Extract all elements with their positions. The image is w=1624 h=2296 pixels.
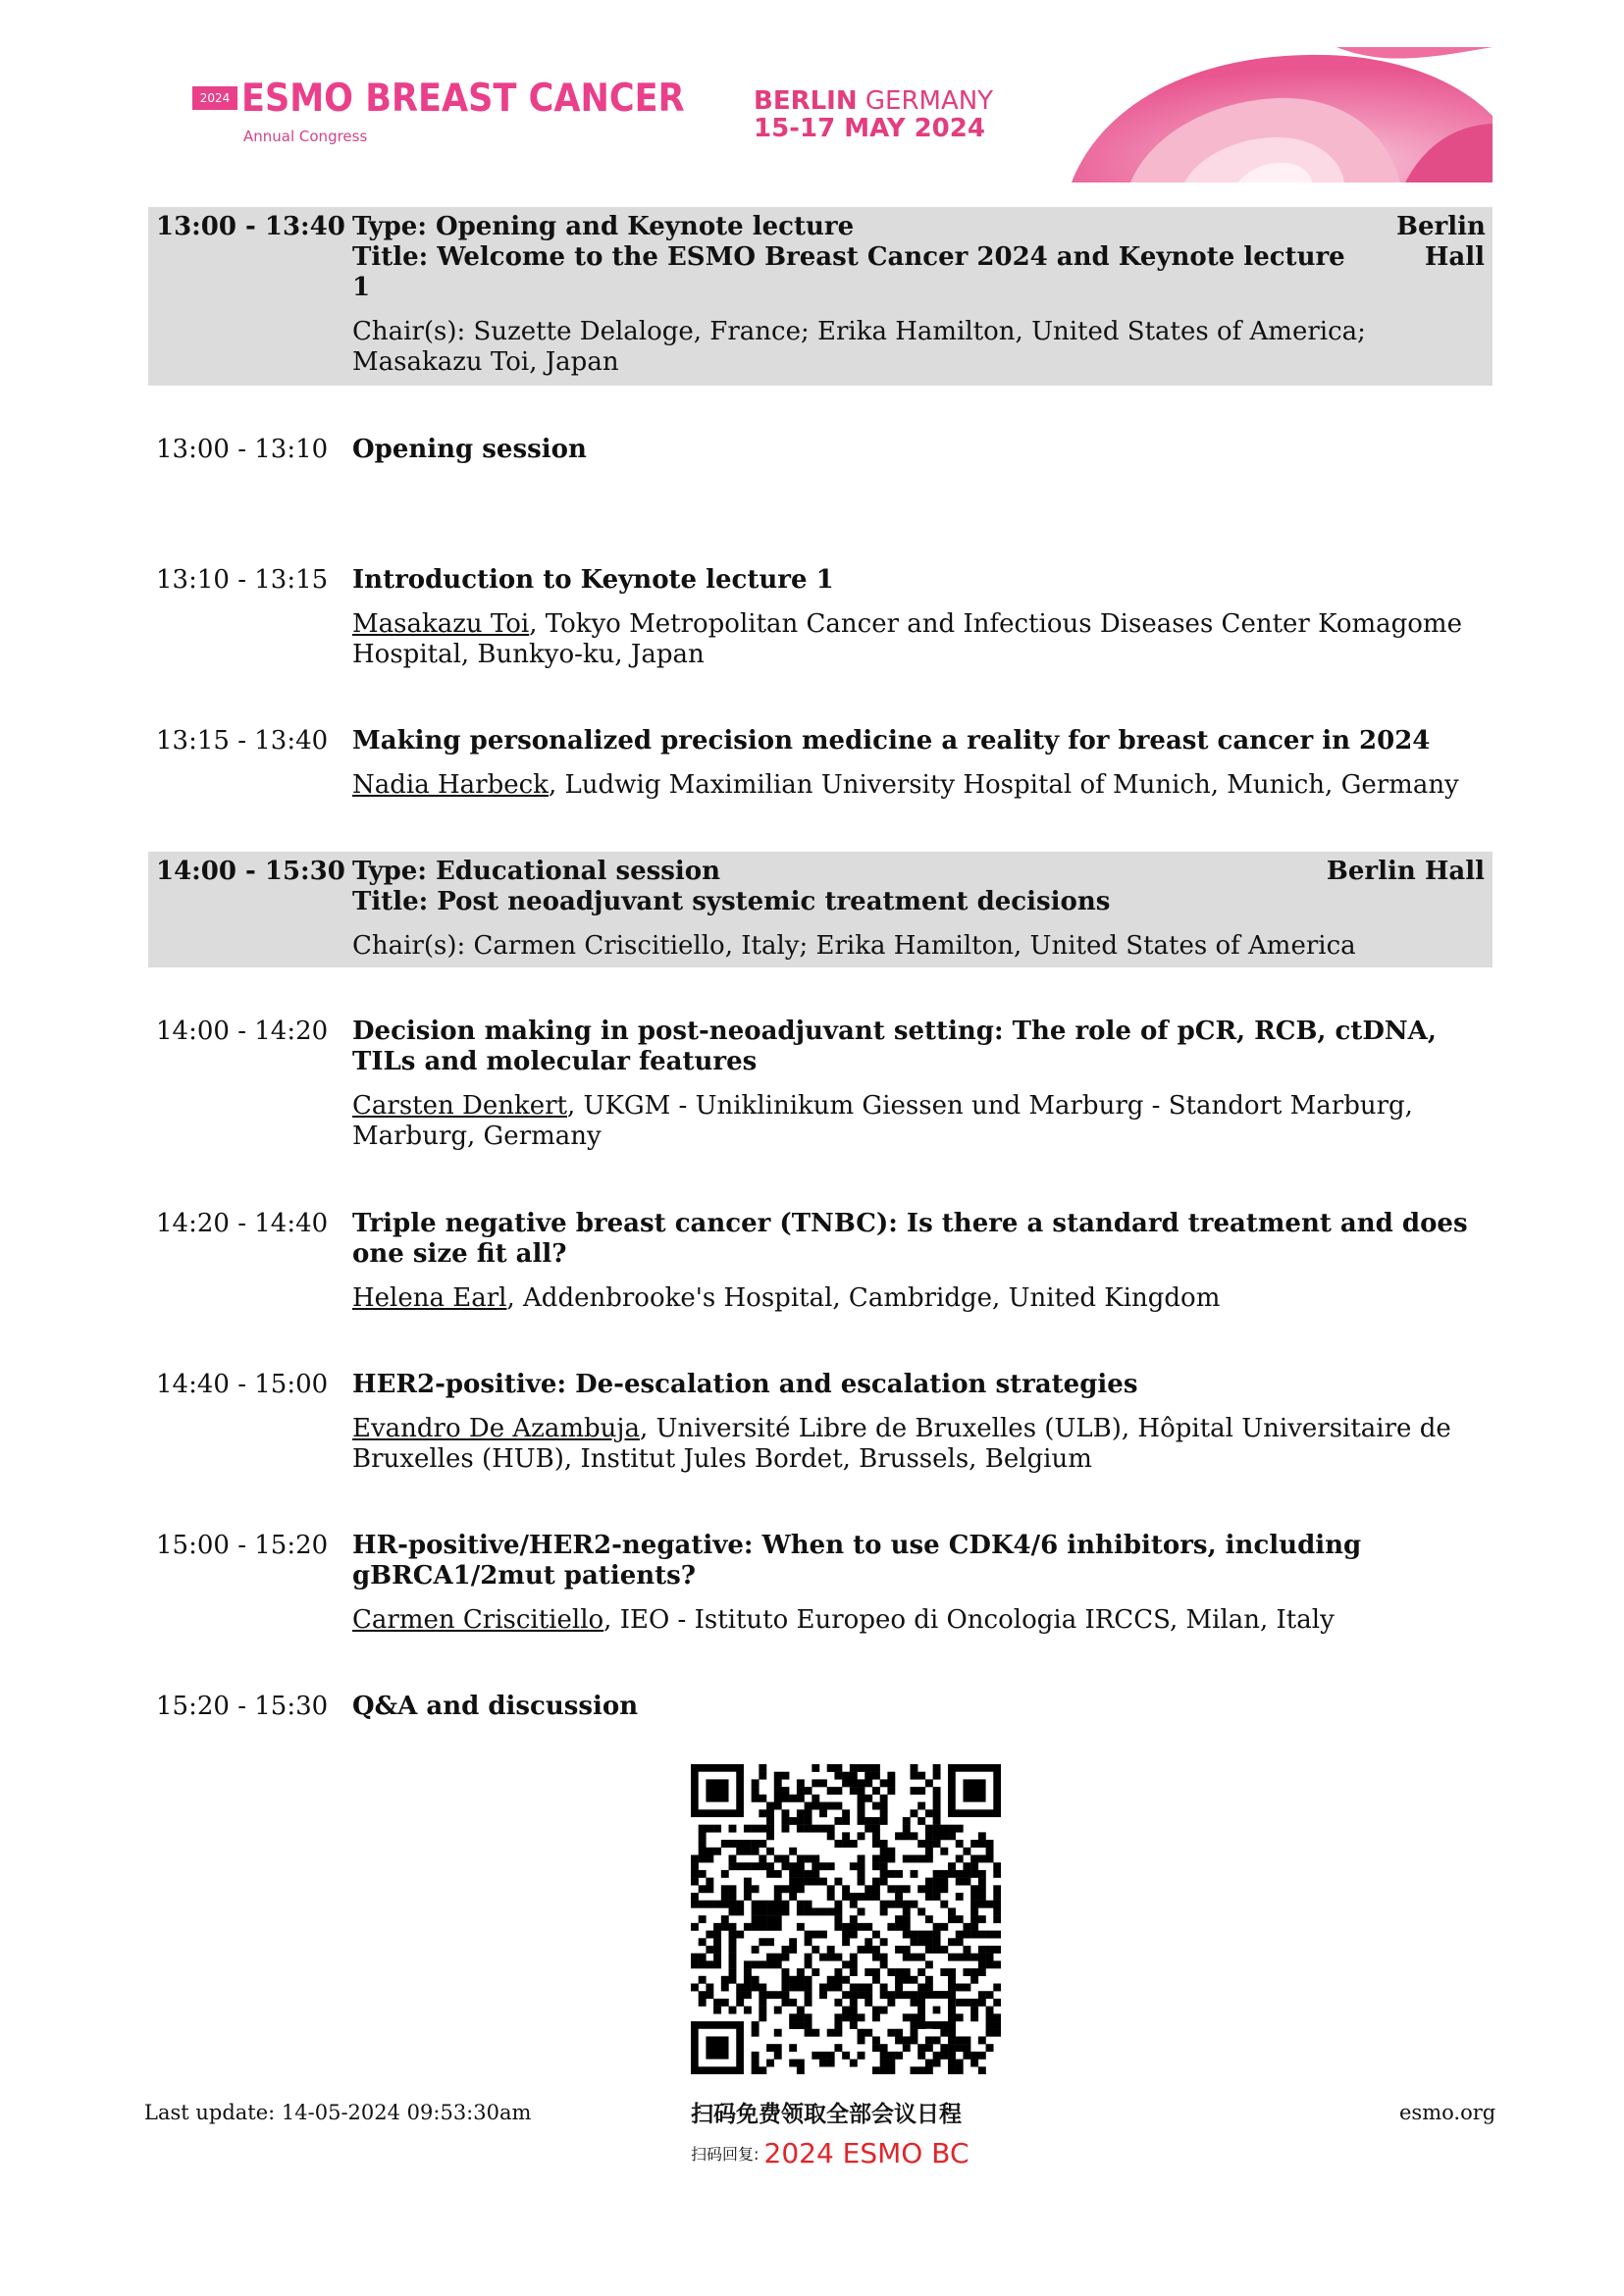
- speaker-name-link[interactable]: Carsten Denkert: [352, 1091, 568, 1121]
- talk-title: Decision making in post-neoadjuvant setting: The role of pCR, RCB, ctDNA, TILs and molecular features: [352, 1017, 1437, 1076]
- year-badge: 2024: [192, 86, 237, 110]
- session-chairs: Chair(s): Carmen Criscitiello, Italy; Erika Hamilton, United States of America: [352, 931, 1356, 961]
- talk-title: Opening session: [352, 435, 587, 464]
- talk-title: Making personalized precision medicine a reality for breast cancer in 2024: [352, 726, 1431, 756]
- session-room: Berlin Hall: [1396, 212, 1486, 272]
- event-location: BERLIN GERMANY: [754, 86, 994, 116]
- speaker-name-link[interactable]: Masakazu Toi: [352, 609, 530, 639]
- speaker-name-link[interactable]: Helena Earl: [352, 1283, 507, 1313]
- talk-title: Q&A and discussion: [352, 1692, 639, 1721]
- talk-title: HR-positive/HER2-negative: When to use CDK4/6 inhibitors, including gBRCA1/2mut patients?: [352, 1531, 1362, 1591]
- speaker-name-link[interactable]: Carmen Criscitiello: [352, 1605, 604, 1635]
- talk-time: 14:40 - 15:00: [156, 1370, 329, 1399]
- talk-speaker: Nadia Harbeck, Ludwig Maximilian University Hospital of Munich, Munich, Germany: [352, 770, 1459, 800]
- rose-graphic: [1013, 47, 1493, 183]
- reply-code: 2024 ESMO BC: [763, 2137, 969, 2169]
- talk-speaker: Masakazu Toi, Tokyo Metropolitan Cancer and Infectious Diseases Center Komagome Hospital, Bunkyo-ku, Japan: [352, 609, 1462, 669]
- talk-speaker: Carsten Denkert, UKGM - Uniklinikum Giessen und Marburg - Standort Marburg, Marburg, Germany: [352, 1091, 1413, 1151]
- session-time: 13:00 - 13:40: [156, 212, 345, 241]
- session-header: [148, 852, 1493, 967]
- qr-caption: 扫码免费领取全部会议日程: [691, 2102, 962, 2127]
- talk-title: HER2-positive: De-escalation and escalation strategies: [352, 1370, 1138, 1399]
- last-update: Last update: 14-05-2024 09:53:30am: [144, 2101, 532, 2124]
- session-room: Berlin Hall: [1326, 857, 1485, 886]
- talk-time: 13:00 - 13:10: [156, 435, 329, 464]
- talk-time: 14:00 - 14:20: [156, 1017, 329, 1046]
- session-type: Type: Educational session: [352, 857, 721, 886]
- site-link[interactable]: esmo.org: [1399, 2101, 1496, 2124]
- event-subtitle: Annual Congress: [243, 128, 368, 145]
- talk-speaker: Carmen Criscitiello, IEO - Istituto Europeo di Oncologia IRCCS, Milan, Italy: [352, 1605, 1335, 1635]
- talk-speaker: Evandro De Azambuja, Université Libre de Bruxelles (ULB), Hôpital Universitaire de Bruxelles (HUB), Institut Jules Bordet, Brussels, Belgium: [352, 1414, 1451, 1474]
- qr-code[interactable]: [691, 1764, 1001, 2074]
- event-dates: 15-17 MAY 2024: [754, 114, 985, 143]
- talk-time: 14:20 - 14:40: [156, 1209, 329, 1238]
- session-type: Type: Opening and Keynote lecture: [352, 212, 855, 241]
- session-title: Title: Post neoadjuvant systemic treatment decisions: [352, 887, 1111, 916]
- session-chairs: Chair(s): Suzette Delaloge, France; Erika Hamilton, United States of America; Masakazu Toi, Japan: [352, 317, 1366, 377]
- talk-time: 15:00 - 15:20: [156, 1531, 329, 1560]
- talk-title: Introduction to Keynote lecture 1: [352, 565, 834, 595]
- session-header: [148, 207, 1493, 386]
- session-time: 14:00 - 15:30: [156, 857, 345, 886]
- event-title: ESMO BREAST CANCER: [241, 77, 685, 121]
- talk-title: Triple negative breast cancer (TNBC): Is there a standard treatment and does one size fit all?: [352, 1209, 1468, 1269]
- talk-speaker: Helena Earl, Addenbrooke's Hospital, Cambridge, United Kingdom: [352, 1283, 1221, 1313]
- qr-reply-instruction: 扫码回复: 2024 ESMO BC: [691, 2137, 969, 2169]
- event-banner: [192, 47, 1493, 183]
- talk-time: 13:15 - 13:40: [156, 726, 329, 756]
- talk-time: 15:20 - 15:30: [156, 1692, 329, 1721]
- talk-time: 13:10 - 13:15: [156, 565, 329, 595]
- session-title: Title: Welcome to the ESMO Breast Cancer 2024 and Keynote lecture 1: [352, 242, 1345, 302]
- speaker-name-link[interactable]: Evandro De Azambuja: [352, 1414, 640, 1443]
- speaker-name-link[interactable]: Nadia Harbeck: [352, 770, 549, 800]
